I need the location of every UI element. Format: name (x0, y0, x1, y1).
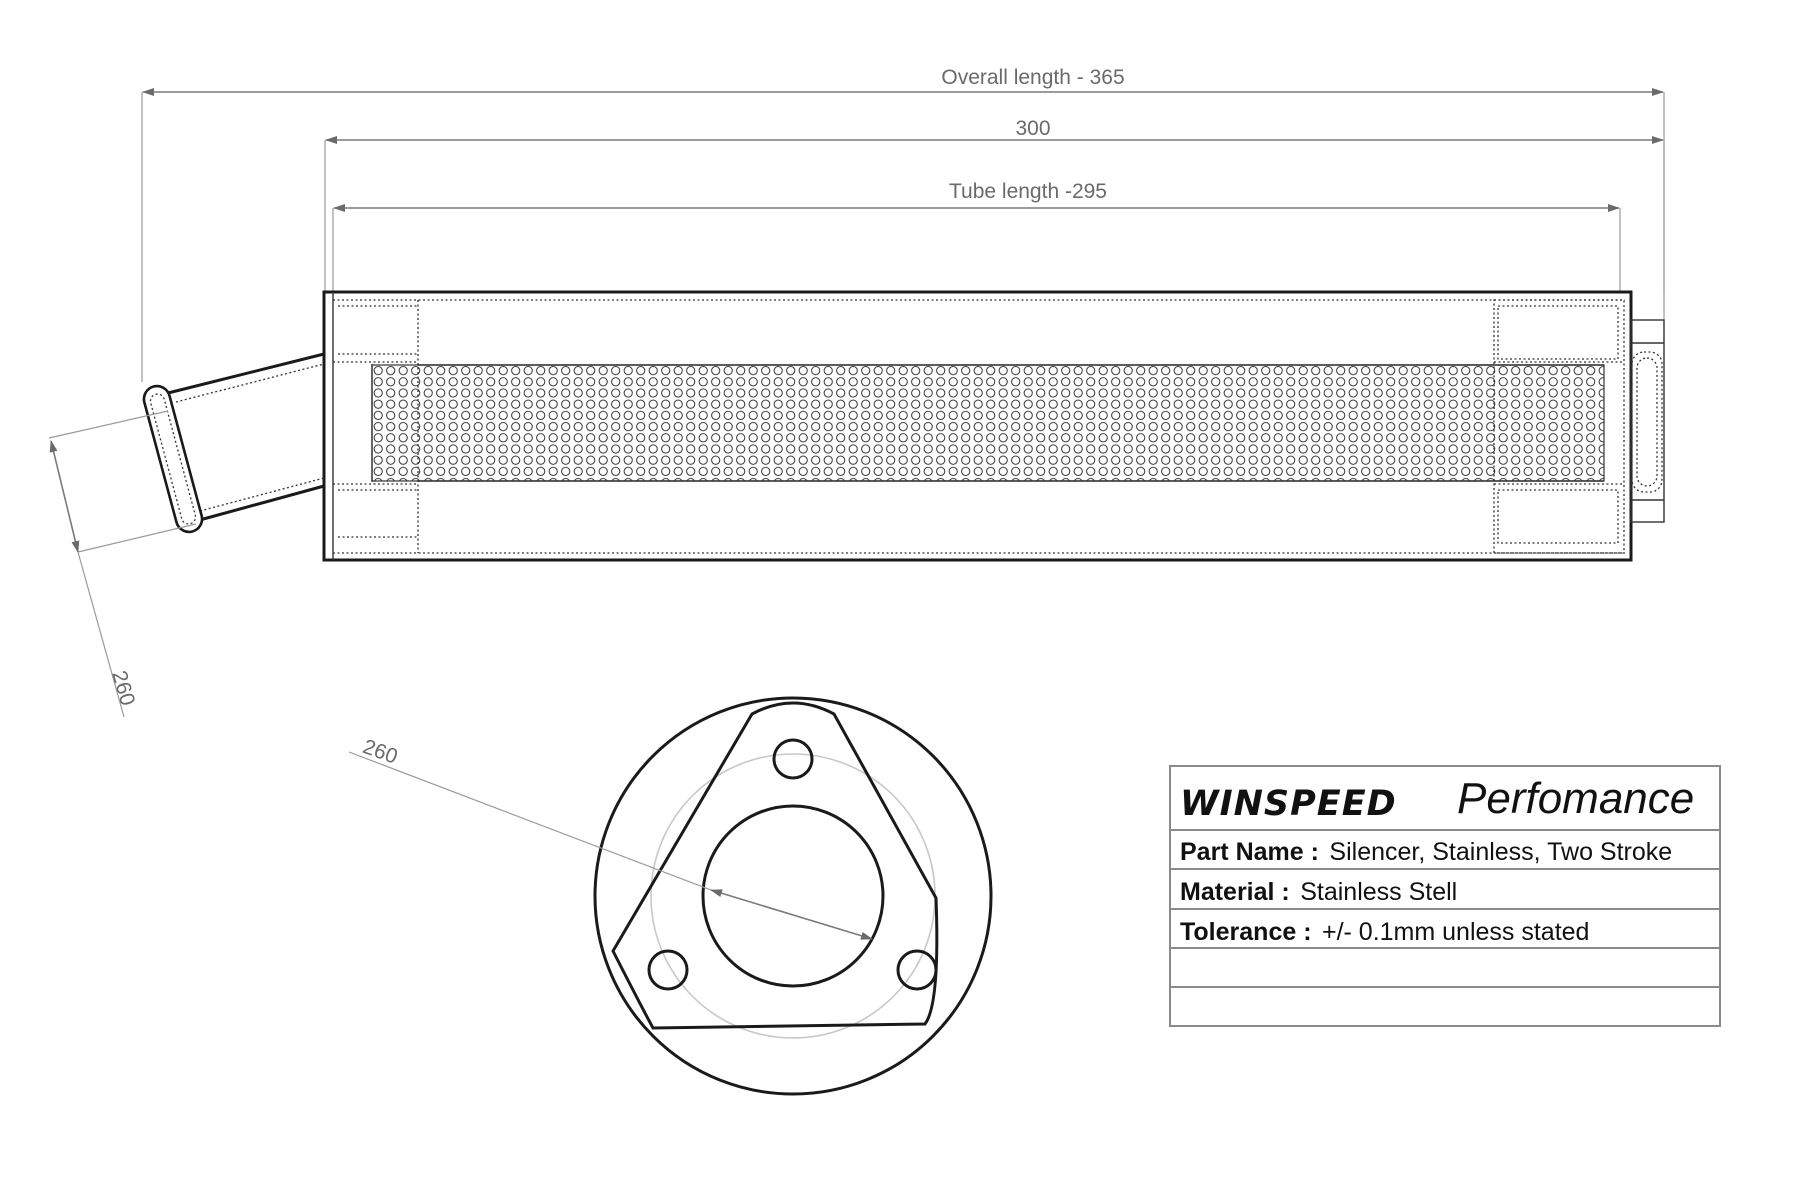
part-name-label: Part Name : (1180, 838, 1319, 866)
material-label: Material : (1180, 878, 1290, 906)
inlet-pipe (141, 354, 324, 535)
silencer-end-view (349, 698, 991, 1094)
length-300-label: 300 (1015, 117, 1051, 140)
part-name-value: Silencer, Stainless, Two Stroke (1329, 838, 1673, 866)
inlet-collar (141, 383, 205, 535)
silencer-side-view (49, 292, 1664, 717)
tube-length-label: Tube length -295 (948, 180, 1108, 203)
perforated-core-tube (372, 365, 1604, 481)
tolerance-label: Tolerance : (1180, 918, 1312, 946)
dimension-overall-length (142, 66, 1664, 382)
outlet-spigot (1631, 320, 1664, 522)
inlet-diameter-label: 260 (107, 668, 140, 709)
bolt-hole-left (649, 951, 687, 989)
overall-length-label: Overall length - 365 (941, 66, 1125, 89)
dimension-tube-length (333, 180, 1620, 292)
bolt-hole-top (774, 740, 812, 778)
dimension-flange-diameter (349, 735, 872, 939)
title-block (1170, 766, 1720, 1026)
dimension-300 (325, 117, 1664, 292)
outer-shell-circle (595, 698, 991, 1094)
flange-diameter-label: 260 (359, 735, 401, 769)
part-name-row (1180, 838, 1672, 866)
brand-subtitle: Perfomance (1457, 774, 1695, 823)
material-value: Stainless Stell (1300, 878, 1458, 906)
brand-logo-text: WINSPEED (1180, 784, 1397, 824)
bolt-circle (651, 754, 935, 1038)
material-row (1180, 878, 1457, 906)
tolerance-value: +/- 0.1mm unless stated (1321, 918, 1590, 946)
bolt-hole-right (898, 951, 936, 989)
tolerance-row (1180, 918, 1589, 946)
